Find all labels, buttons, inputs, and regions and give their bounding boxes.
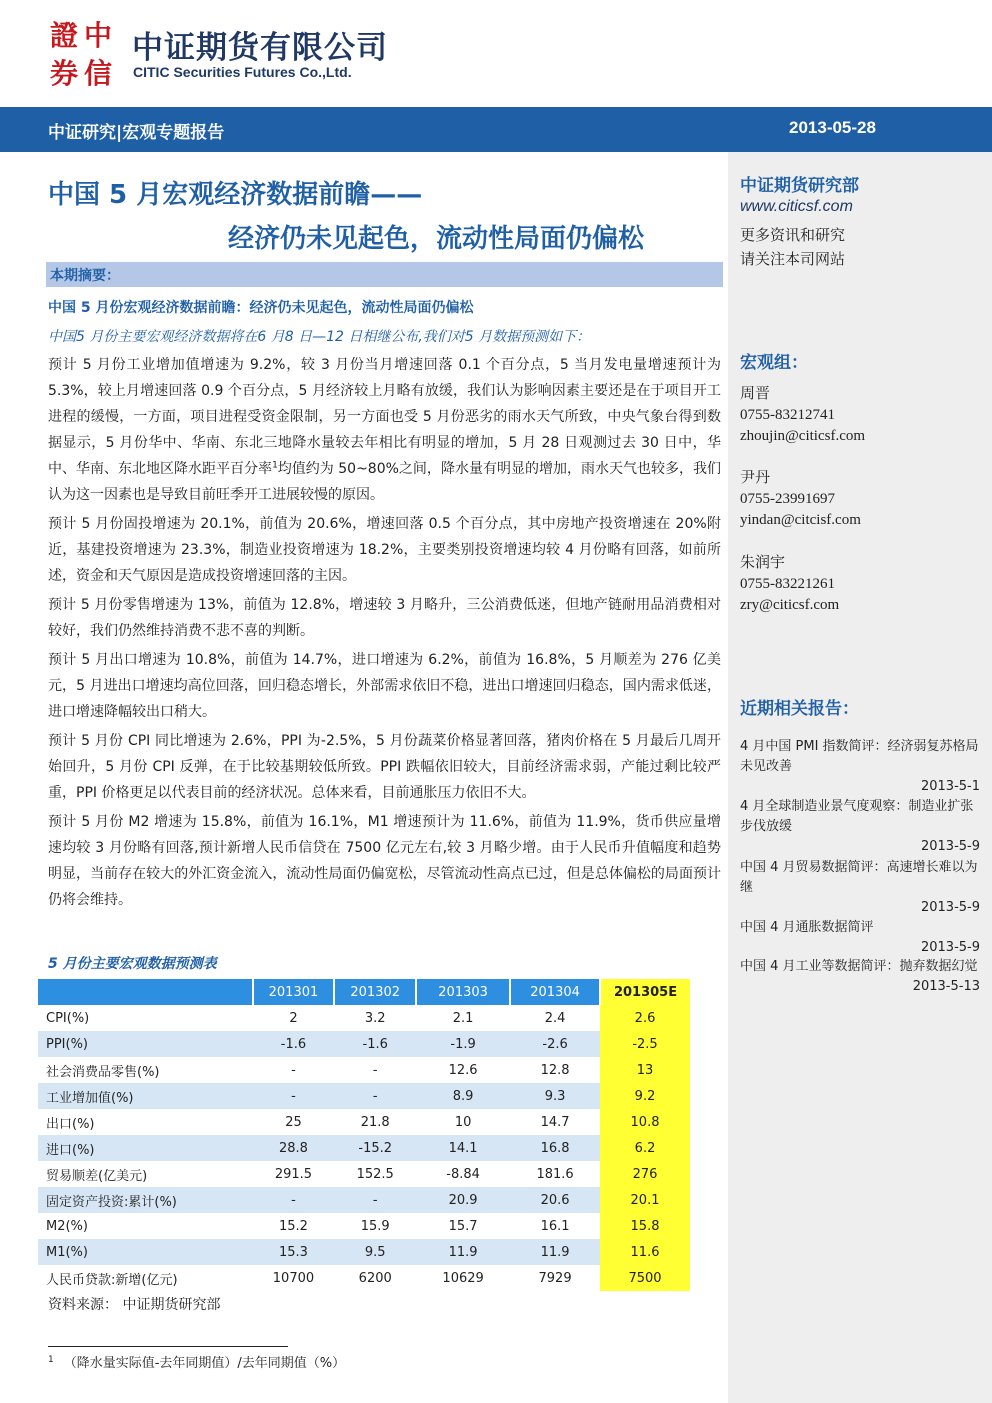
table-row-label: 进口(%)	[38, 1135, 253, 1161]
table-row	[38, 1109, 690, 1135]
table-row	[38, 1057, 690, 1083]
table-cell: -	[334, 1083, 416, 1109]
table-cell: 12.6	[448, 1062, 478, 1078]
table-row-label: 人民币贷款:新增(亿元)	[46, 1272, 178, 1288]
table-cell: 21.8	[360, 1114, 390, 1130]
paragraph-trade: 预计 5 月出口增速为 10.8%，前值为 14.7%，进口增速为 6.2%，前值为 16.8%，5 月顺差为 276 亿美元，5 月进出口增速均高位回落，回归稳态增长，外部需求依旧不稳，进出口增速回归稳态，国内需求低迷，进口增速降幅较出口稍大。	[48, 652, 721, 720]
contact-name: 周晋	[740, 386, 771, 402]
summary-intro: 中国5 月份主要宏观经济数据将在6 月8 日—12 日相继公布,我们对5 月数据预测如下：	[48, 329, 591, 345]
table-cell-estimate: 15.8	[600, 1213, 690, 1239]
logo-char: 證	[49, 19, 78, 52]
table-cell-estimate: 13	[600, 1057, 690, 1083]
related-report-item[interactable]	[740, 918, 984, 958]
table-cell: 15.2	[278, 1218, 308, 1234]
table-cell: 16.1	[540, 1218, 570, 1234]
contact-phone: 0755-83212741	[740, 407, 835, 423]
table-cell: -	[372, 1062, 378, 1078]
logo-char: 信	[83, 57, 112, 90]
table-cell: 15.7	[448, 1218, 478, 1234]
table-cell: 15.3	[253, 1239, 335, 1265]
sidebar-more-line1: 更多资讯和研究	[740, 226, 846, 244]
related-report-item[interactable]	[740, 797, 984, 857]
table-cell: 2	[289, 1010, 298, 1026]
table-cell: 2.4	[544, 1010, 566, 1026]
table-cell: 12.8	[540, 1062, 570, 1078]
table-cell: 6200	[358, 1270, 392, 1286]
table-cell: -8.84	[446, 1166, 480, 1182]
table-header-cell: 201302	[334, 979, 416, 1005]
contact-card	[740, 384, 865, 447]
table-row-label: 固定资产投资:累计(%)	[38, 1187, 253, 1213]
related-report-item[interactable]	[740, 957, 984, 997]
footnote-text: （降水量实际值-去年同期值）/去年同期值（%）	[63, 1356, 346, 1371]
table-title: 5 月份主要宏观数据预测表	[48, 956, 217, 972]
table-row-label: 社会消费品零售(%)	[46, 1064, 160, 1080]
table-cell: 11.9	[510, 1239, 600, 1265]
summary-label: 本期摘要：	[50, 268, 120, 284]
table-header-estimate: 201305E	[600, 979, 690, 1005]
contact-card	[740, 553, 839, 616]
table-cell: 11.9	[416, 1239, 510, 1265]
table-cell: -	[334, 1187, 416, 1213]
paragraph-industry: 预计 5 月份工业增加值增速为 9.2%，较 3 月份当月增速回落 0.1 个百分点，5 当月发电量增速预计为 5.3%，较上月增速回落 0.9 个百分点，5 月经济较上月略有放缓，我们认为影响因素主要还是在于项目开工进程的缓慢，一方面，项目进程受资金限制，另一方面也受 5 月份恶劣的雨水天气所致，中央气象台得到数据显示，5 月份华中、华南、东北三地降水量较去年相比有明显的增加，5 月 28 日观测过去 30 日中，华中、华南、东北地区降水距平百分率$^1$均值约为 50~80%之间，降水量有明显的增加，雨水天气也较多，我们认为这一因素也是导致目前旺季开工进展较慢的原因。	[48, 357, 721, 503]
table-cell: -2.6	[510, 1031, 600, 1057]
contact-phone: 0755-83221261	[740, 576, 835, 592]
table-cell: 3.2	[364, 1010, 386, 1026]
sidebar-related-title: 近期相关报告：	[740, 699, 859, 719]
data-source: 资料来源： 中证期货研究部	[48, 1297, 221, 1313]
forecast-table	[38, 979, 690, 1291]
related-report-item[interactable]	[740, 737, 984, 797]
logo-char: 券	[49, 57, 78, 90]
sidebar-website-link[interactable]: www.citicsf.com	[740, 198, 853, 215]
table-row-label: M1(%)	[38, 1239, 253, 1265]
related-report-title[interactable]: 中国 4 月通胀数据简评	[740, 920, 874, 935]
table-row-label: 贸易顺差(亿美元)	[46, 1168, 148, 1184]
table-cell: 10629	[442, 1270, 484, 1286]
related-report-date: 2013-5-1	[920, 779, 980, 794]
table-row	[38, 1005, 690, 1031]
table-row	[38, 1083, 690, 1109]
contact-email[interactable]: zry@citicsf.com	[740, 597, 840, 613]
related-report-item[interactable]	[740, 858, 984, 918]
related-report-title[interactable]: 4 月中国 PMI 指数简评：经济弱复苏格局未见改善	[740, 739, 979, 774]
table-cell: 15.9	[360, 1218, 390, 1234]
table-row	[38, 1239, 690, 1265]
report-banner	[0, 107, 992, 152]
table-row-label: PPI(%)	[38, 1031, 253, 1057]
table-cell: 152.5	[356, 1166, 394, 1182]
table-cell-estimate: 10.8	[600, 1109, 690, 1135]
table-cell: 20.6	[510, 1187, 600, 1213]
contact-name: 尹丹	[740, 470, 771, 486]
related-report-title[interactable]: 中国 4 月工业等数据简评：抛弃数据幻觉	[740, 959, 978, 974]
table-cell: 28.8	[253, 1135, 335, 1161]
company-name-cn: 中证期货有限公司	[132, 30, 388, 66]
report-title-line2: 经济仍未见起色，流动性局面仍偏松	[228, 224, 645, 254]
table-cell: 25	[285, 1114, 302, 1130]
sidebar-group-title: 宏观组：	[740, 353, 808, 373]
sidebar-dept: 中证期货研究部	[740, 176, 859, 196]
report-date: 2013-05-28	[789, 118, 876, 137]
paragraph-retail: 预计 5 月份零售增速为 13%，前值为 12.8%，增速较 3 月略升，三公消费低迷，但地产链耐用品消费相对较好，我们仍然维持消费不悲不喜的判断。	[48, 597, 721, 639]
summary-section-bar	[46, 262, 723, 287]
contact-phone: 0755-23991697	[740, 491, 835, 507]
paragraph-investment: 预计 5 月份固投增速为 20.1%，前值为 20.6%，增速回落 0.5 个百分点，其中房地产投资增速在 20%附近，基建投资增速为 23.3%，制造业投资增速为 18.2%，主要类别投资增速均较 4 月份略有回落，如前所述，资金和天气原因是造成投资增速回落的主因。	[48, 516, 721, 584]
table-cell: 291.5	[274, 1166, 313, 1182]
table-cell: -1.9	[416, 1031, 510, 1057]
table-row-label: 工业增加值(%)	[38, 1083, 253, 1109]
table-cell: 10	[454, 1114, 472, 1130]
table-cell: 9.3	[510, 1083, 600, 1109]
sidebar-more-line2: 请关注本司网站	[740, 250, 846, 268]
table-cell: 7929	[538, 1270, 572, 1286]
related-report-date: 2013-5-9	[920, 839, 980, 854]
company-logo	[48, 18, 116, 94]
report-category: 中证研究|宏观专题报告	[48, 123, 225, 143]
table-row	[38, 1187, 690, 1213]
table-cell-estimate: 11.6	[600, 1239, 690, 1265]
table-header-cell: 201303	[416, 979, 510, 1005]
table-row	[38, 1265, 690, 1291]
table-cell: -	[253, 1083, 335, 1109]
table-cell: 8.9	[416, 1083, 510, 1109]
table-row-label: 出口(%)	[46, 1116, 95, 1132]
report-title-line1: 中国 5 月宏观经济数据前瞻——	[48, 180, 423, 210]
table-header-row	[38, 979, 690, 1005]
table-header-cell: 201304	[510, 979, 600, 1005]
contact-email[interactable]: yindan@citcisf.com	[740, 512, 861, 528]
table-cell-estimate: -2.5	[600, 1031, 690, 1057]
report-body	[48, 352, 721, 916]
table-row	[38, 1135, 690, 1161]
table-cell: -	[291, 1062, 296, 1078]
paragraph-money-supply: 预计 5 月份 M2 增速为 15.8%，前值为 16.1%，M1 增速预计为 11.6%，前值为 11.9%，货币供应量增速均较 3 月份略有回落,预计新增人民币信贷在 7500 亿元左右,较 3 月略少增。由于人民币升值幅度和趋势明显，当前存在较大的外汇资金流入，流动性局面仍偏宽松，尽管流动性高点已过，但是总体偏松的局面预计仍将会维持。	[48, 814, 721, 908]
table-row-label: CPI(%)	[46, 1010, 90, 1026]
table-cell-estimate: 20.1	[600, 1187, 690, 1213]
table-cell: 181.6	[536, 1166, 574, 1182]
table-cell: 10700	[272, 1270, 315, 1286]
table-cell: 16.8	[510, 1135, 600, 1161]
table-cell: 14.7	[540, 1114, 570, 1130]
table-header-cell: 201301	[253, 979, 335, 1005]
table-cell: -15.2	[334, 1135, 416, 1161]
contact-name: 朱润宇	[740, 555, 786, 571]
table-cell-estimate: 6.2	[600, 1135, 690, 1161]
table-header-blank	[38, 979, 253, 1005]
related-report-date: 2013-5-13	[912, 979, 980, 994]
related-report-date: 2013-5-9	[920, 940, 980, 955]
table-cell: 2.1	[452, 1010, 474, 1026]
related-report-date: 2013-5-9	[920, 900, 980, 915]
footnote-divider	[48, 1346, 288, 1347]
table-cell-estimate: 9.2	[600, 1083, 690, 1109]
summary-subheading: 中国 5 月份宏观经济数据前瞻：经济仍未见起色，流动性局面仍偏松	[48, 300, 474, 316]
footnote-mark: 1	[48, 1354, 54, 1365]
table-row	[38, 1031, 690, 1057]
related-report-title[interactable]: 中国 4 月贸易数据简评：高速增长难以为继	[740, 860, 978, 895]
table-row	[38, 1161, 690, 1187]
contact-card	[740, 468, 861, 531]
table-cell: -	[253, 1187, 335, 1213]
footnote	[48, 1352, 345, 1371]
footnote-ref[interactable]: 1	[272, 460, 278, 471]
table-cell: 20.9	[416, 1187, 510, 1213]
table-cell: -1.6	[253, 1031, 335, 1057]
contact-email[interactable]: zhoujin@citicsf.com	[740, 428, 866, 444]
table-row-label: M2(%)	[46, 1218, 88, 1234]
table-cell: 14.1	[416, 1135, 510, 1161]
table-cell-estimate: 2.6	[600, 1005, 690, 1031]
company-name-en: CITIC Securities Futures Co.,Ltd.	[133, 64, 352, 80]
related-report-title[interactable]: 4 月全球制造业景气度观察：制造业扩张步伐放缓	[740, 799, 974, 834]
table-cell: -1.6	[334, 1031, 416, 1057]
table-cell-estimate: 7500	[600, 1265, 690, 1291]
logo-char: 中	[83, 19, 112, 52]
paragraph-inflation: 预计 5 月份 CPI 同比增速为 2.6%，PPI 为-2.5%，5 月份蔬菜价格显著回落，猪肉价格在 5 月最后几周开始回升，5 月份 CPI 反弹，在于比较基期较低所致。PPI 跌幅依旧较大，目前经济需求弱，产能过剩比较严重，PPI 价格更足以代表目前的经济状况。总体来看，目前通胀压力依旧不大。	[48, 733, 721, 801]
table-row	[38, 1213, 690, 1239]
table-cell: 9.5	[334, 1239, 416, 1265]
table-cell-estimate: 276	[600, 1161, 690, 1187]
